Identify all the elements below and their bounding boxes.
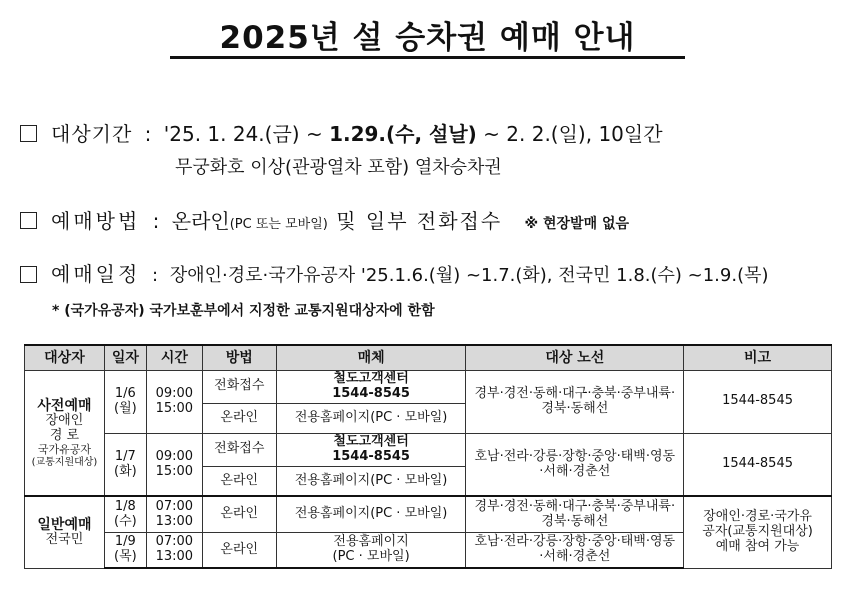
route-cell: 경부·경전·동해·대구·충북·중부내륙·경북·동해선 [466,371,684,434]
header-target: 대상자 [25,345,105,371]
route-cell: 호남·전라·강릉·장항·중앙·태백·영동·서해·경춘선 [466,532,684,568]
method-cell: 전화접수 [202,433,276,466]
media-cell [276,532,466,568]
time-text: 13:00 [155,549,194,564]
day-text: (월) [114,400,137,416]
date-text: 1/8 [114,498,136,514]
period-text-a: '25. 1. 24.(금) ~ [163,122,330,146]
time-text: 07:00 [155,534,194,550]
table-header-row [25,345,832,371]
media-cell: 전용홈페이지(PC · 모바일) [276,403,466,433]
table-row [25,496,832,532]
method-cell: 온라인 [202,403,276,433]
schedule-colon: : [152,265,159,286]
table-row [25,371,832,404]
method-colon: : [152,209,160,233]
method-cell: 온라인 [202,496,276,532]
checkbox-square-icon [20,212,37,229]
period-colon: : [144,122,152,146]
group-advance-title: 사전예매 [37,398,92,415]
media-text: 1544-8545 [332,448,410,464]
method-label: 예매방법 [51,209,141,233]
note-cell: 1544-8545 [684,433,832,496]
media-text: (PC · 모바일) [332,549,410,564]
table-row [25,433,832,466]
general-note-cell: 장애인·경로·국가유공자(교통지원대상)예매 참여 가능 [684,496,832,568]
method-note: ※ 현장발매 없음 [524,216,630,232]
header-route: 대상 노선 [466,345,684,371]
schedule-label: 예매일정 [51,262,141,286]
item-method [20,205,629,234]
route-cell: 경부·경전·동해·대구·충북·중부내륙·경북·동해선 [466,496,684,532]
route-cell: 호남·전라·강릉·장항·중앙·태백·영동·서해·경춘선 [466,433,684,496]
period-text-c: ~ 2. 2.(일), 10일간 [476,122,663,146]
group-general-line: 전국민 [45,532,84,548]
media-cell [276,433,466,466]
method-cell: 온라인 [202,466,276,496]
media-text: 1544-8545 [332,385,410,401]
period-label: 대상기간 [51,122,133,146]
item-schedule [20,258,769,287]
group-general-cell [25,496,105,568]
time-text: 15:00 [155,463,194,479]
day-text: (화) [114,463,137,479]
header-date: 일자 [104,345,146,371]
period-text-b: 1.29.(수, 설날) [329,122,477,146]
item-period [20,118,663,147]
media-cell: 전용홈페이지(PC · 모바일) [276,496,466,532]
method-text-b: 및 일부 전화접수 [327,209,503,233]
schedule-table [24,344,832,569]
time-text: 09:00 [155,448,194,464]
checkbox-square-icon [20,125,37,142]
media-text: 전용홈페이지 [333,534,409,550]
period-sub: 무궁화호 이상(관광열차 포함) 열차승차권 [175,157,502,178]
group-advance-line: (교통지원대상) [31,456,98,468]
time-text: 07:00 [155,498,194,514]
date-cell [104,371,146,434]
media-text: 철도고객센터 [333,433,409,449]
day-text: (수) [114,513,137,529]
group-advance-line: 경 로 [49,428,80,444]
date-text: 1/9 [114,534,136,550]
schedule-text: 장애인·경로·국가유공자 '25.1.6.(월) ~1.7.(화), 전국민 1.8.(수) ~1.9.(목) [169,265,769,286]
method-text-a: 온라인 [171,209,230,233]
time-text: 13:00 [155,513,194,529]
media-cell [276,371,466,404]
header-method: 방법 [202,345,276,371]
date-text: 1/6 [114,386,136,401]
date-cell [104,496,146,532]
method-text-small: (PC 또는 모바일) [229,217,328,232]
header-note: 비고 [684,345,832,371]
note-cell: 1544-8545 [684,371,832,434]
method-cell: 전화접수 [202,371,276,404]
group-general-title: 일반예매 [37,516,92,533]
day-text: (목) [114,549,137,564]
group-advance-line: 장애인 [45,413,84,429]
footnote: * (국가유공자) 국가보훈부에서 지정한 교통지원대상자에 한함 [52,303,435,319]
time-cell [146,496,202,532]
group-advance-line: 국가유공자 [37,443,92,457]
date-text: 1/7 [114,448,136,464]
header-time: 시간 [146,345,202,371]
media-text: 철도고객센터 [333,371,409,386]
title-underline [170,56,685,59]
time-cell [146,433,202,496]
time-text: 09:00 [155,386,194,401]
method-cell: 온라인 [202,532,276,568]
page-title: 2025년 설 승차권 예매 안내 [219,20,636,56]
time-cell [146,371,202,434]
time-text: 15:00 [155,400,194,416]
date-cell [104,433,146,496]
date-cell [104,532,146,568]
time-cell [146,532,202,568]
checkbox-square-icon [20,266,37,283]
group-advance-cell [25,371,105,497]
media-cell: 전용홈페이지(PC · 모바일) [276,466,466,496]
header-media: 매체 [276,345,466,371]
